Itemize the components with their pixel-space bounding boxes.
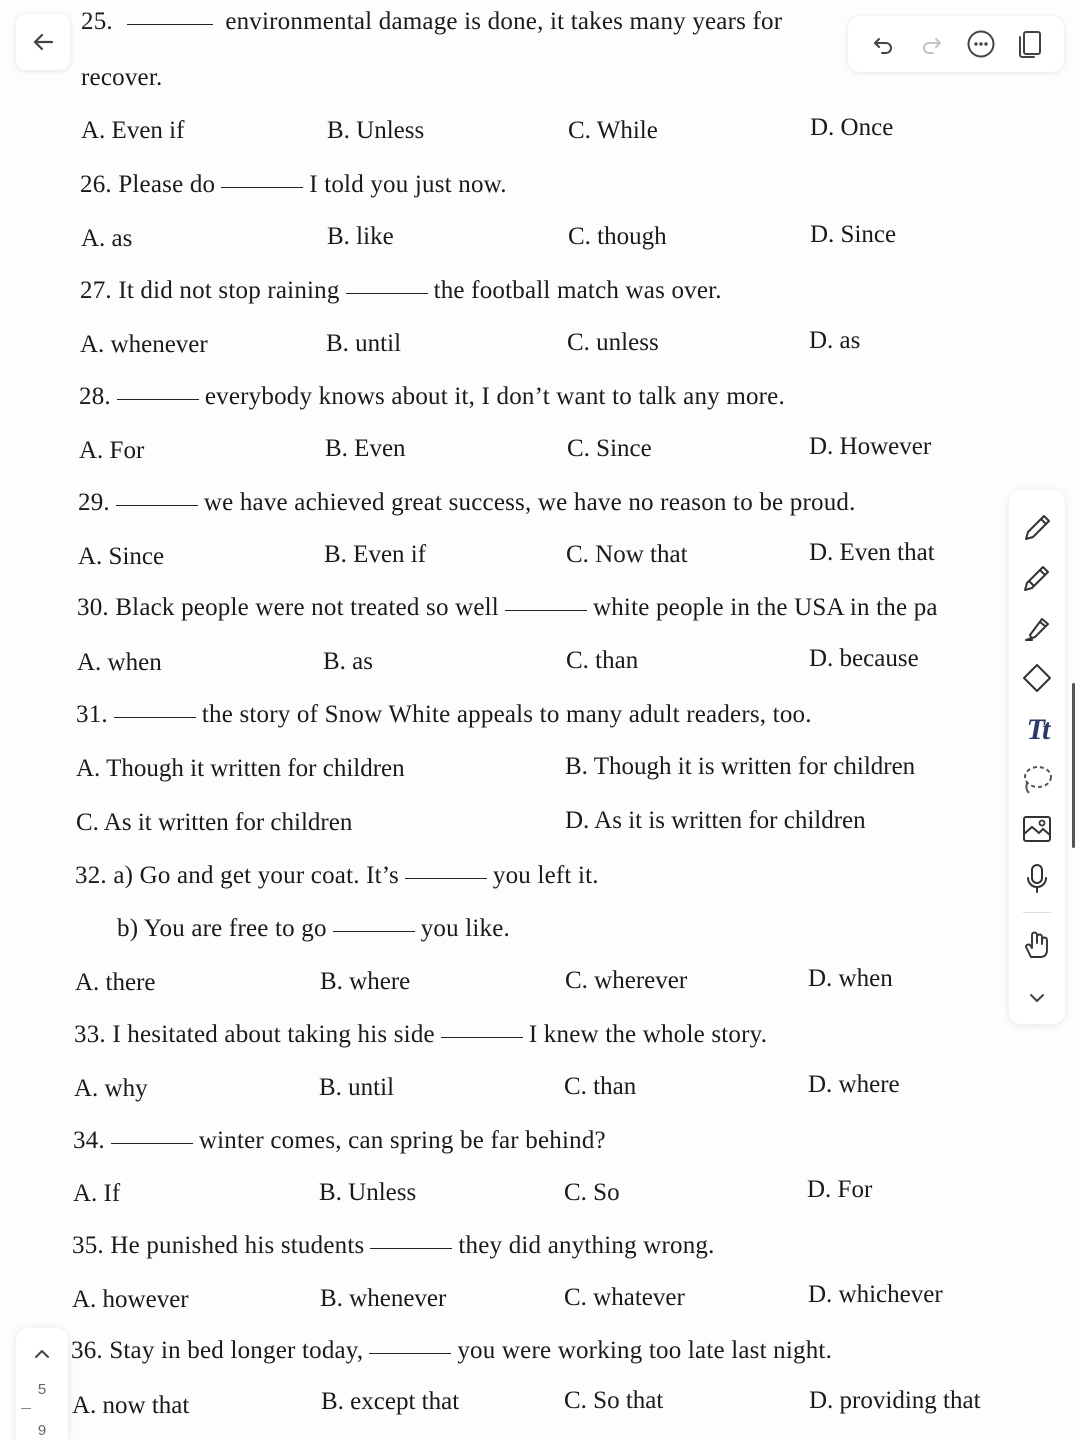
side-toolbar — [1009, 490, 1065, 1024]
undo-icon — [870, 31, 896, 57]
option-d: D. However — [809, 433, 932, 460]
option-d: D. because — [809, 645, 919, 672]
option-c: C. As it written for children — [76, 809, 353, 836]
answer-blank — [370, 1247, 452, 1249]
option-a: A. there — [75, 969, 156, 996]
answer-blank — [505, 609, 587, 611]
page-separator — [21, 1408, 31, 1409]
option-b: B. except that — [321, 1388, 460, 1415]
highlighter-tool-button[interactable] — [1017, 608, 1057, 648]
option-a: A. Since — [78, 543, 165, 570]
answer-blank — [114, 716, 196, 718]
option-d: D. whichever — [808, 1281, 943, 1308]
option-d: D. Since — [810, 221, 897, 248]
more-button[interactable] — [961, 24, 1001, 64]
scrollbar-thumb[interactable] — [1072, 683, 1075, 848]
chevron-down-icon — [1026, 987, 1048, 1009]
current-page-number: 5 — [37, 1381, 47, 1398]
question-33: 33. I hesitated about taking his side I knew the whole story. — [74, 1021, 768, 1048]
option-b: B. Unless — [327, 117, 425, 144]
eraser-tool-button[interactable] — [1017, 658, 1057, 698]
pen-icon — [1020, 511, 1054, 545]
option-b: B. until — [326, 330, 402, 357]
more-icon — [966, 29, 996, 59]
option-a: A. now that — [72, 1392, 190, 1419]
answer-blank — [333, 930, 415, 932]
answer-blank — [127, 23, 213, 25]
answer-blank — [221, 186, 303, 188]
answer-blank — [111, 1142, 193, 1144]
lasso-icon — [1020, 763, 1054, 797]
option-b: B. Even if — [324, 541, 427, 568]
question-31: 31. the story of Snow White appeals to many adult readers, too. — [76, 701, 812, 728]
option-c: C. than — [564, 1073, 637, 1100]
option-c: C. While — [568, 117, 658, 144]
eraser-icon — [1020, 661, 1054, 695]
question-25-continuation: recover. — [81, 64, 163, 91]
option-a: A. however — [72, 1286, 189, 1313]
hand-pointer-icon — [1020, 927, 1054, 961]
option-d: D. Even that — [809, 539, 935, 566]
option-a: A. If — [73, 1180, 121, 1207]
option-b: B. as — [323, 648, 373, 675]
question-36: 36. Stay in bed longer today, you were working too late last night. — [71, 1337, 833, 1364]
answer-blank — [117, 398, 199, 400]
option-b: B. Unless — [319, 1179, 417, 1206]
option-d: D. As it is written for children — [565, 807, 866, 834]
option-b: B. whenever — [320, 1285, 447, 1312]
image-tool-button[interactable] — [1017, 809, 1057, 849]
microphone-button[interactable] — [1017, 858, 1057, 898]
pen-tool-button[interactable] — [1017, 508, 1057, 548]
option-d: D. as — [809, 327, 861, 354]
redo-icon — [919, 31, 945, 57]
option-d: D. For — [807, 1176, 873, 1203]
answer-blank — [369, 1352, 451, 1354]
top-toolbar — [848, 16, 1064, 72]
text-icon: Tt — [1026, 713, 1048, 746]
image-icon — [1020, 812, 1054, 846]
question-32-part-b: b) You are free to go you like. — [117, 915, 511, 942]
collapse-toolbar-button[interactable] — [1017, 978, 1057, 1018]
question-26: 26. Please do I told you just now. — [80, 171, 507, 198]
option-b: B. where — [320, 968, 411, 995]
option-d: D. when — [808, 965, 893, 992]
option-c: C. Since — [567, 435, 652, 462]
answer-blank — [405, 877, 487, 879]
option-b: B. like — [327, 223, 394, 250]
option-b: B. until — [319, 1074, 395, 1101]
total-page-number: 9 — [37, 1422, 47, 1439]
microphone-icon — [1020, 861, 1054, 895]
pages-button[interactable] — [1010, 24, 1050, 64]
option-a: A. as — [81, 225, 133, 252]
option-c: C. Now that — [566, 541, 688, 568]
question-32: 32. a) Go and get your coat. It’s you left it. — [75, 862, 599, 889]
option-b: B. Even — [325, 435, 406, 462]
question-25: 25. environmental damage is done, it takes many years for — [81, 8, 783, 35]
option-d: D. Once — [810, 114, 894, 141]
question-30: 30. Black people were not treated so well white people in the USA in the pa — [77, 594, 938, 621]
pencil-tool-button[interactable] — [1017, 558, 1057, 598]
question-28: 28. everybody knows about it, I don’t want to talk any more. — [79, 383, 785, 410]
option-a: A. For — [79, 437, 145, 464]
toolbar-divider — [1023, 912, 1051, 913]
text-tool-button[interactable] — [1017, 710, 1057, 750]
option-c: C. So — [564, 1179, 620, 1206]
undo-button[interactable] — [863, 24, 903, 64]
option-c: C. unless — [567, 329, 659, 356]
page-indicator — [16, 1328, 68, 1440]
option-d: D. providing that — [809, 1387, 981, 1414]
back-button[interactable] — [16, 14, 70, 70]
question-27: 27. It did not stop raining the football match was over. — [80, 277, 722, 304]
option-a: A. Though it written for children — [76, 755, 405, 782]
option-a: A. Even if — [81, 117, 185, 144]
option-a: A. why — [74, 1075, 148, 1102]
lasso-tool-button[interactable] — [1017, 760, 1057, 800]
previous-page-button[interactable] — [28, 1340, 56, 1368]
option-c: C. than — [566, 647, 639, 674]
redo-button[interactable] — [912, 24, 952, 64]
answer-blank — [116, 504, 198, 506]
chevron-up-icon — [31, 1343, 53, 1365]
hand-tool-button[interactable] — [1017, 924, 1057, 964]
question-29: 29. we have achieved great success, we have no reason to be proud. — [78, 489, 856, 516]
answer-blank — [346, 292, 428, 294]
option-a: A. whenever — [80, 331, 208, 358]
highlighter-icon — [1020, 611, 1054, 645]
question-35: 35. He punished his students they did anything wrong. — [72, 1232, 715, 1259]
option-c: C. So that — [564, 1387, 664, 1414]
copy-pages-icon — [1016, 29, 1044, 59]
option-c: C. whatever — [564, 1284, 685, 1311]
option-d: D. where — [808, 1071, 900, 1098]
option-a: A. when — [77, 649, 162, 676]
answer-blank — [441, 1036, 523, 1038]
back-arrow-icon — [30, 29, 56, 55]
option-b: B. Though it is written for children — [565, 753, 916, 780]
question-34: 34. winter comes, can spring be far behind? — [73, 1127, 606, 1154]
option-c: C. wherever — [565, 967, 688, 994]
option-c: C. though — [568, 223, 667, 250]
pencil-icon — [1020, 561, 1054, 595]
